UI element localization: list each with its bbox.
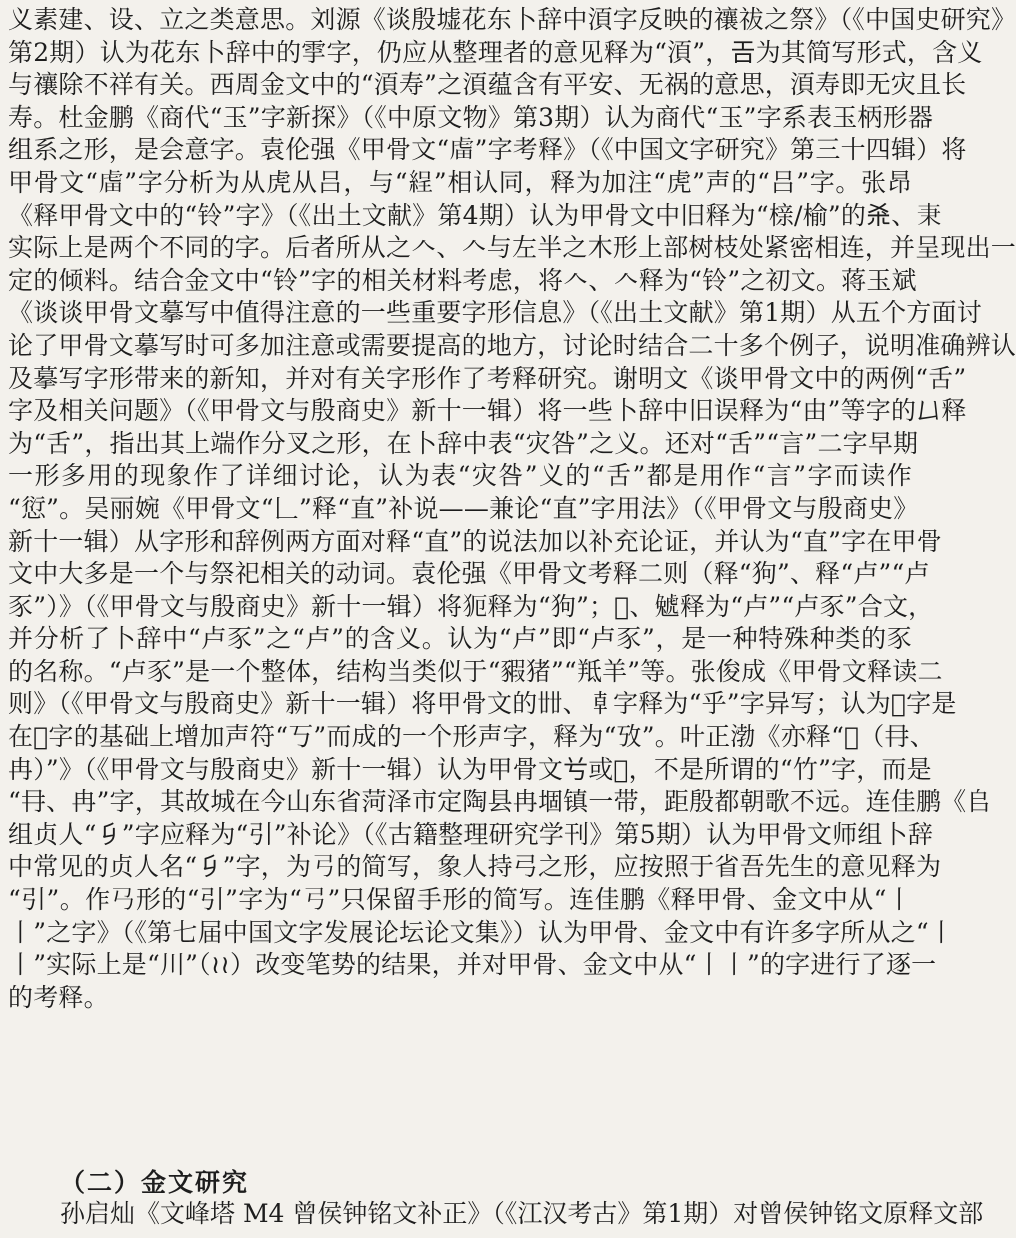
text-line: 第2期）认为花东卜辞中的𩁹字，仍应从整理者的意见释为“湏”，𢀛为其简写形式，含义 [8,37,983,67]
text-line: 豕”）》（《甲骨文与殷商史》新十一辑）将𤜸释为“狗”；𧇡、𧇢释为“卢”“卢豕”合文， [8,591,934,621]
text-line: 定的倾料。结合金文中“铃”字的相关材料考虑，将𠆢、𠆢释为“铃”之初文。蒋玉斌 [8,265,917,295]
text-line: 《释甲骨文中的“铃”字》（《出土文献》第4期）认为甲骨文中旧释为“榇/榆”的𣏂、𣏃 [8,200,942,230]
section-heading: （二）金文研究 [60,1168,250,1197]
text-line: “引”。作𢎘形的“引”字为“𢎗”只保留手形的简写。连佳鹏《释甲骨、金文中从“丨 [8,885,912,915]
text-line: 中常见的贞人名“𠂎”字，为𢎗的简写，象人持弓之形，应按照于省吾先生的意见释为 [8,852,942,882]
text-line: 组系之形，是会意字。袁伦强《甲骨文“𧆨”字考释》（《中国文字研究》第三十四辑）将 [8,135,967,165]
text-line: 字及相关问题》（《甲骨文与殷商史》新十一辑）将一些卜辞中旧误释为“由”等字的𠙴释 [8,396,967,426]
text-line: 一形多用的现象作了详细讨论，认为表“灾咎”义的“舌”都是用作“言”字而读作 [8,461,912,491]
text-line: 《谈谈甲骨文摹写中值得注意的一些重要字形信息》（《出土文献》第1期）从五个方面讨 [8,298,982,328]
text-line: 及摹写字形带来的新知，并对有关字形作了考释研究。谢明文《谈甲骨文中的两例“舌” [8,363,967,393]
text-line: 新十一辑）从字形和辞例两方面对释“直”的说法加以补充论证，并认为“直”字在甲骨 [8,526,942,556]
text-line: 为“舌”，指出其上端作分叉之形，在卜辞中表“灾咎”之义。还对“舌”“言”二字早期 [8,428,919,458]
next-paragraph-line: 孙启灿《文峰塔 M4 曾侯钟铭文补正》（《江汉考古》第1期）对曾侯钟铭文原释文部 [60,1199,984,1228]
text-line: 寿。杜金鹏《商代“玉”字新探》（《中原文物》第3期）认为商代“玉”字系表玉柄形器 [8,102,934,132]
text-line: 则》（《甲骨文与殷商史》新十一辑）将甲骨文的𠦜、𠦝字释为“乎”字异写；认为𠦞字是 [8,689,957,719]
text-line: 与禳除不祥有关。西周金文中的“湏寿”之湏蕴含有平安、无祸的意思，湏寿即无灾且长 [8,70,967,100]
text-line: “冄、冉”字，其故城在今山东省菏泽市定陶县冉堌镇一带，距殷都朝歌不远。连佳鹏《𠂤 [8,787,992,817]
body-paragraph [8,4,1016,1014]
text-line: “愆”。吴丽婉《甲骨文“𠃊”释“直”补说——兼论“直”字用法》（《甲骨文与殷商史》 [8,493,919,523]
text-line: 甲骨文“𧆨”字分析为从虎从吕，与“𦀚”相认同，释为加注“虎”声的“吕”字。张昂 [8,167,912,197]
text-line: 的名称。“卢豕”是一个整体，结构当类似于“豭猪”“羝羊”等。张俊成《甲骨文释读二 [8,656,943,686]
text-line: 在𠦟字的基础上增加声符“丂”而成的一个形声字，释为“攷”。叶正渤《亦释“𠔃（冄、 [8,722,935,752]
text-line: 论了甲骨文摹写时可多加注意或需要提高的地方，讨论时结合二十多个例子，说明准确辨认 [8,330,1016,360]
text-line: 义素建、设、立之类意思。刘源《谈殷墟花东卜辞中湏字反映的禳祓之祭》（《中国史研究》 [8,5,1016,34]
text-line: 冉）”》（《甲骨文与殷商史》新十一辑）认为甲骨文𠔃或𠔄，不是所谓的“竹”字，而是 [8,754,932,784]
text-line: 的考释。 [8,982,109,1012]
text-line: 丨”实际上是“川”（≀≀）改变笔势的结果，并对甲骨、金文中从“丨丨”的字进行了逐一 [8,950,937,980]
text-line: 组贞人“𠂎”字应释为“引”补论》（《古籍整理研究学刊》第5期）认为甲骨文师组卜辞 [8,819,934,849]
text-line: 文中大多是一个与祭祀相关的动词。袁伦强《甲骨文考释二则（释“狗”、释“卢”“卢 [8,559,930,589]
text-line: 实际上是两个不同的字。后者所从之𠆢、𠆢与左半之木形上部树枝处紧密相连，并呈现出一 [8,233,1016,263]
text-line: 并分析了卜辞中“卢豕”之“卢”的含义。认为“卢”即“卢豕”，是一种特殊种类的豕 [8,624,912,654]
text-line: 丨”之字》（《第七届中国文字发展论坛论文集》）认为甲骨、金文中有许多字所从之“丨 [8,917,955,947]
